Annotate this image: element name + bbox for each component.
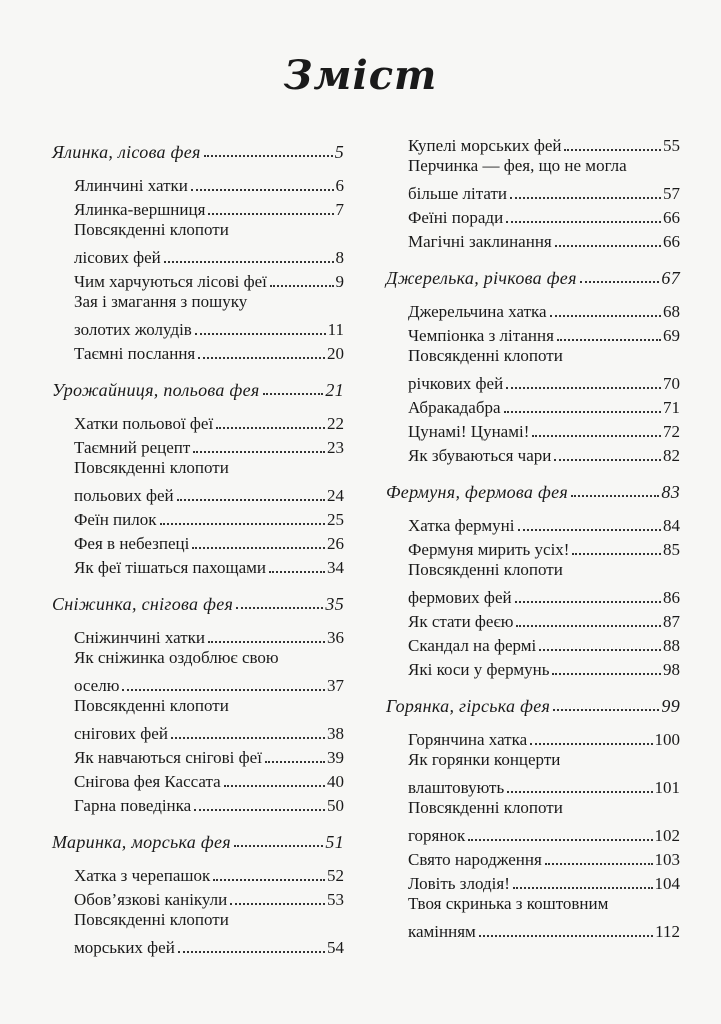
toc-entry: [408, 204, 680, 228]
toc-entry-title-line1: Повсякденні клопоти: [74, 910, 229, 929]
page-number: 11: [327, 320, 344, 339]
toc-entry: [74, 196, 344, 220]
toc-entry: [74, 886, 344, 910]
dot-leader: [204, 155, 333, 157]
page-number: 67: [661, 267, 680, 288]
dot-leader: [518, 529, 662, 531]
page-number: 51: [325, 831, 344, 852]
dot-leader: [555, 245, 661, 247]
toc-chapter-heading: [52, 370, 344, 410]
page-number: 101: [654, 778, 680, 797]
dot-leader: [193, 451, 325, 453]
dot-leader: [269, 571, 325, 573]
dot-leader: [224, 785, 325, 787]
page-number: 87: [663, 612, 680, 631]
page-number: 102: [654, 826, 680, 845]
page-number: 25: [327, 510, 344, 529]
dot-leader: [234, 845, 323, 847]
toc-entry: [408, 726, 680, 750]
toc-entry-multiline: [74, 910, 344, 958]
toc-entry-title: Феїн пилок: [74, 510, 157, 529]
toc-entry-title: Хатки польової феї: [74, 414, 214, 433]
toc-entry: [74, 172, 344, 196]
toc-entry-multiline: [408, 560, 680, 608]
page-number: 112: [655, 922, 680, 941]
toc-entry: [74, 434, 344, 458]
page-number: 70: [663, 374, 680, 393]
page-number: 53: [327, 890, 344, 909]
page-number: 86: [663, 588, 680, 607]
page-number: 39: [327, 748, 344, 767]
dot-leader: [265, 761, 325, 763]
toc-entry-title-line2: [408, 774, 680, 798]
toc-entry: [408, 846, 680, 870]
page-number: 104: [654, 874, 680, 893]
toc-entry: [74, 268, 344, 292]
dot-leader: [198, 357, 325, 359]
toc-right-column: [386, 132, 680, 942]
toc-entry: [74, 862, 344, 886]
toc-entry-title: морських фей: [74, 938, 175, 957]
dot-leader: [208, 213, 333, 215]
dot-leader: [192, 547, 325, 549]
page-title: Зміст: [283, 52, 438, 99]
dot-leader: [545, 863, 653, 865]
toc-entry: [74, 506, 344, 530]
toc-entry-title: Хатка з черепашок: [74, 866, 211, 885]
toc-entry-title-line2: [74, 934, 344, 958]
toc-entry-title: Ловіть злодія!: [408, 874, 510, 893]
toc-entry: [74, 340, 344, 364]
page-number: 68: [663, 302, 680, 321]
page-number: 72: [663, 422, 680, 441]
toc-entry-title: Чим харчуються лісові феї: [74, 272, 267, 291]
toc-entry-title: Ялинка-вершниця: [74, 200, 206, 219]
toc-entry-title: Фея в небезпеці: [74, 534, 190, 553]
toc-entry-title: лісових фей: [74, 248, 161, 267]
toc-entry-title: Обов’язкові канікули: [74, 890, 228, 909]
dot-leader: [195, 333, 326, 335]
toc-chapter-heading: [386, 472, 680, 512]
toc-entry-title: Горянка, гірська фея: [386, 695, 551, 716]
toc-entry-title: більше літати: [408, 184, 507, 203]
page-number: 8: [335, 248, 344, 267]
toc-entry-multiline: [408, 346, 680, 394]
page-number: 5: [334, 141, 344, 162]
toc-chapter-heading: [52, 584, 344, 624]
toc-entry: [408, 322, 680, 346]
toc-entry: [408, 228, 680, 252]
toc-entry-multiline: [74, 458, 344, 506]
toc-entry-title-line2: [74, 316, 344, 340]
toc-entry-title: Свято народження: [408, 850, 542, 869]
page-number: 24: [327, 486, 344, 505]
toc-entry: [408, 656, 680, 680]
toc-entry-multiline: [408, 156, 680, 204]
toc-entry-title-line1: Повсякденні клопоти: [74, 458, 229, 477]
toc-entry-title: Сніжинка, снігова фея: [52, 593, 234, 614]
dot-leader: [580, 281, 660, 283]
toc-entry-title-line2: [74, 672, 344, 696]
toc-entry-title-line2: [408, 918, 680, 942]
toc-entry-title: Фермуня, фермова фея: [386, 481, 569, 502]
toc-entry-title: Джерельчина хатка: [408, 302, 547, 321]
toc-entry-title: влаштовують: [408, 778, 505, 797]
page-number: 66: [663, 208, 680, 227]
toc-entry-title: Як навчаються снігові феї: [74, 748, 262, 767]
dot-leader: [177, 499, 325, 501]
toc-entry-title-line1: Твоя скринька з коштовним: [408, 894, 609, 913]
dot-leader: [515, 601, 661, 603]
toc-entry-title: Таємний рецепт: [74, 438, 191, 457]
dot-leader: [479, 935, 653, 937]
toc-entry-title-line2: [408, 822, 680, 846]
toc-entry-title-line2: [408, 584, 680, 608]
toc-entry-multiline: [74, 648, 344, 696]
toc-entry: [74, 768, 344, 792]
toc-entry: [408, 132, 680, 156]
toc-entry-title-line1: Як горянки концерти: [408, 750, 561, 769]
toc-entry: [74, 792, 344, 816]
toc-entry-multiline: [408, 798, 680, 846]
dot-leader: [510, 197, 661, 199]
dot-leader: [552, 673, 661, 675]
toc-entry-title: Горянчина хатка: [408, 730, 528, 749]
toc-entry-title-line2: [74, 720, 344, 744]
toc-entry-multiline: [408, 750, 680, 798]
toc-entry: [408, 870, 680, 894]
dot-leader: [507, 791, 652, 793]
page-number: 88: [663, 636, 680, 655]
toc-entry-title: снігових фей: [74, 724, 168, 743]
toc-entry-title: Хатка фермуні: [408, 516, 515, 535]
toc-entry-title: Ялинка, лісова фея: [52, 141, 201, 162]
page-number: 23: [327, 438, 344, 457]
dot-leader: [572, 553, 661, 555]
dot-leader: [263, 393, 324, 395]
page-number: 57: [663, 184, 680, 203]
dot-leader: [191, 189, 334, 191]
toc-entry-title-line2: [74, 482, 344, 506]
toc-entry-title: Гарна поведінка: [74, 796, 192, 815]
dot-leader: [208, 641, 325, 643]
toc-entry-title: Фермуня мирить усіх!: [408, 540, 570, 559]
page-number: 36: [327, 628, 344, 647]
toc-chapter-heading: [386, 258, 680, 298]
toc-entry: [408, 394, 680, 418]
toc-entry-title: Скандал на фермі: [408, 636, 537, 655]
toc-entry-title: Ялинчині хатки: [74, 176, 188, 195]
toc-chapter-heading: [52, 132, 344, 172]
toc-entry-title-line2: [408, 180, 680, 204]
page-number: 22: [327, 414, 344, 433]
page-number: 100: [654, 730, 680, 749]
page-number: 21: [325, 379, 344, 400]
toc-entry-title: Чемпіонка з літання: [408, 326, 554, 345]
toc-entry-title: Абракадабра: [408, 398, 501, 417]
toc-entry: [408, 442, 680, 466]
dot-leader: [532, 435, 661, 437]
page-number: 35: [325, 593, 344, 614]
toc-entry-title: Феїні поради: [408, 208, 504, 227]
toc-entry-title-line1: Перчинка — фея, що не могла: [408, 156, 627, 175]
toc-entry-title-line1: Як сніжинка оздоблює свою: [74, 648, 279, 667]
dot-leader: [270, 285, 334, 287]
page-number: 6: [335, 176, 344, 195]
toc-entry-title-line1: Зая і змагання з пошуку: [74, 292, 248, 311]
page-number: 71: [663, 398, 680, 417]
page-number: 69: [663, 326, 680, 345]
toc-entry-title: камінням: [408, 922, 476, 941]
toc-entry-title: Магічні заклинання: [408, 232, 552, 251]
page-number: 37: [327, 676, 344, 695]
page-number: 55: [663, 136, 680, 155]
page-number: 50: [327, 796, 344, 815]
toc-entry-title: фермових фей: [408, 588, 512, 607]
toc-entry-title-line2: [408, 370, 680, 394]
toc-entry: [74, 530, 344, 554]
page-number: 52: [327, 866, 344, 885]
toc-entry-title-line1: Повсякденні клопоти: [408, 560, 563, 579]
toc-entry-title: Сніжинчині хатки: [74, 628, 205, 647]
dot-leader: [506, 387, 661, 389]
dot-leader: [504, 411, 661, 413]
toc-entry-title: Купелі морських фей: [408, 136, 562, 155]
dot-leader: [506, 221, 661, 223]
toc-entry: [74, 744, 344, 768]
toc-entry-title-line1: Повсякденні клопоти: [74, 220, 229, 239]
dot-leader: [516, 625, 661, 627]
toc-entry-multiline: [408, 894, 680, 942]
page-number: 40: [327, 772, 344, 791]
toc-chapter-heading: [52, 822, 344, 862]
page-number: 9: [335, 272, 344, 291]
page-number: 99: [661, 695, 680, 716]
dot-leader: [557, 339, 661, 341]
page-number: 54: [327, 938, 344, 957]
page-number: 26: [327, 534, 344, 553]
toc-entry-title: Урожайниця, польова фея: [52, 379, 260, 400]
toc-entry-title: польових фей: [74, 486, 174, 505]
toc-entry-multiline: [74, 696, 344, 744]
toc-entry-title: оселю: [74, 676, 120, 695]
dot-leader: [564, 149, 661, 151]
toc-entry-multiline: [74, 220, 344, 268]
toc-entry-multiline: [74, 292, 344, 340]
dot-leader: [164, 261, 334, 263]
dot-leader: [550, 315, 661, 317]
dot-leader: [236, 607, 323, 609]
toc-entry-title: Маринка, морська фея: [52, 831, 231, 852]
page-number: 38: [327, 724, 344, 743]
toc-entry-title: золотих жолудів: [74, 320, 192, 339]
page-number: 82: [663, 446, 680, 465]
toc-entry-title-line1: Повсякденні клопоти: [74, 696, 229, 715]
toc-entry-title: Як феї тішаться пахощами: [74, 558, 267, 577]
toc-entry: [408, 632, 680, 656]
toc-entry: [408, 536, 680, 560]
toc-entry-title: Джерелька, річкова фея: [386, 267, 577, 288]
toc-entry-title: Які коси у фермунь: [408, 660, 550, 679]
dot-leader: [194, 809, 325, 811]
toc-entry: [408, 418, 680, 442]
dot-leader: [468, 839, 652, 841]
toc-chapter-heading: [386, 686, 680, 726]
page-number: 83: [661, 481, 680, 502]
toc-entry-title: горянок: [408, 826, 466, 845]
page-number: 34: [327, 558, 344, 577]
page-number: 103: [654, 850, 680, 869]
page-number: 66: [663, 232, 680, 251]
toc-entry-title: Як стати феєю: [408, 612, 514, 631]
dot-leader: [554, 459, 661, 461]
toc-left-column: [52, 132, 344, 958]
toc-entry-title: річкових фей: [408, 374, 504, 393]
dot-leader: [122, 689, 325, 691]
page-number: 20: [327, 344, 344, 363]
dot-leader: [171, 737, 325, 739]
toc-entry-title: Як збуваються чари: [408, 446, 552, 465]
dot-leader: [530, 743, 652, 745]
toc-entry: [408, 298, 680, 322]
dot-leader: [513, 887, 653, 889]
dot-leader: [160, 523, 326, 525]
toc-entry: [74, 554, 344, 578]
page-number: 85: [663, 540, 680, 559]
toc-entry-title: Цунамі! Цунамі!: [408, 422, 530, 441]
toc-entry-title: Снігова фея Кассата: [74, 772, 221, 791]
dot-leader: [553, 709, 659, 711]
page-number: 98: [663, 660, 680, 679]
toc-entry-title-line2: [74, 244, 344, 268]
dot-leader: [571, 495, 659, 497]
dot-leader: [230, 903, 325, 905]
dot-leader: [539, 649, 661, 651]
toc-entry: [408, 512, 680, 536]
toc-entry-title-line1: Повсякденні клопоти: [408, 346, 563, 365]
dot-leader: [216, 427, 325, 429]
page-number: 7: [335, 200, 344, 219]
toc-entry-title-line1: Повсякденні клопоти: [408, 798, 563, 817]
dot-leader: [178, 951, 325, 953]
dot-leader: [213, 879, 325, 881]
toc-entry: [74, 624, 344, 648]
toc-entry-title: Таємні послання: [74, 344, 196, 363]
toc-entry: [408, 608, 680, 632]
page-number: 84: [663, 516, 680, 535]
toc-entry: [74, 410, 344, 434]
